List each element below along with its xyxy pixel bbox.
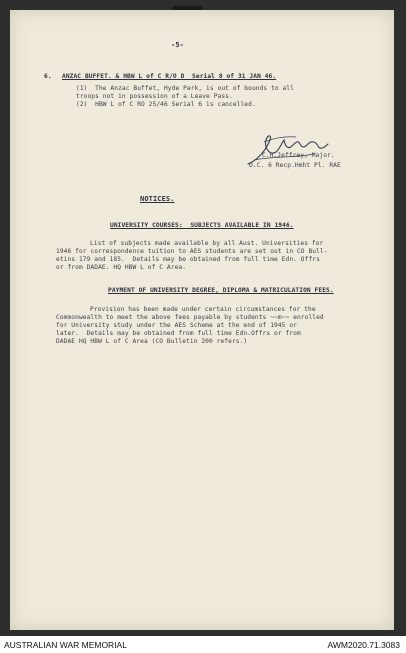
section2-line: DADAE HQ HBW L of C Area (CO Bulletin 200 refers.) <box>56 338 248 345</box>
section2-line: Provision has been made under certain circumstances for the <box>90 306 316 313</box>
item-number: 6. <box>44 73 52 80</box>
record-id: AWM2020.71.3083 <box>327 640 400 650</box>
section2-line: Commonwealth to meet the above fees payable by students ~~m~~ enrolled <box>56 314 324 321</box>
archive-footer <box>0 636 406 653</box>
institution-name: AUSTRALIAN WAR MEMORIAL <box>4 640 127 650</box>
item-line: (1) The Anzac Buffet, Hyde Park, is out of bounds to all <box>76 85 295 92</box>
page-number: -5- <box>171 41 184 49</box>
section1-heading: UNIVERSITY COURSES: SUBJECTS AVAILABLE IN 1946. <box>110 222 294 229</box>
signatory-name: C.H.Jeffrey, Major. <box>262 152 335 159</box>
signatory-appointment: O.C. 6 Recp.Hmht Pl. RAE <box>249 162 341 169</box>
section1-line: or from DADAE. HQ HBW L of C Area. <box>56 264 187 271</box>
section2-line: later. Details may be obtained from full time Edn.Offrs or from <box>56 330 301 337</box>
item-heading: ANZAC BUFFET. & HBW L of C R/O D Serial 8 of 31 JAN 46. <box>62 73 277 80</box>
section2-line: for University study under the AES Scheme at the end of 1945 or <box>56 322 297 329</box>
section2-heading: PAYMENT OF UNIVERSITY DEGREE, DIPLOMA & MATRICULATION FEES. <box>108 287 334 294</box>
section1-line: 1946 for correspondence tuition to AES students are set out in CO Bull- <box>56 248 328 255</box>
section1-line: List of subjects made available by all Aust. Universities for <box>90 240 324 247</box>
section1-line: etins 179 and 185. Details may be obtained from full time Edn. Offrs <box>56 256 320 263</box>
item-line: (2) HBW L of C RO 25/46 Serial 6 is cancelled. <box>76 101 256 108</box>
notices-title: NOTICES. <box>140 195 175 203</box>
item-line: troops not in possession of a Leave Pass. <box>76 93 233 100</box>
